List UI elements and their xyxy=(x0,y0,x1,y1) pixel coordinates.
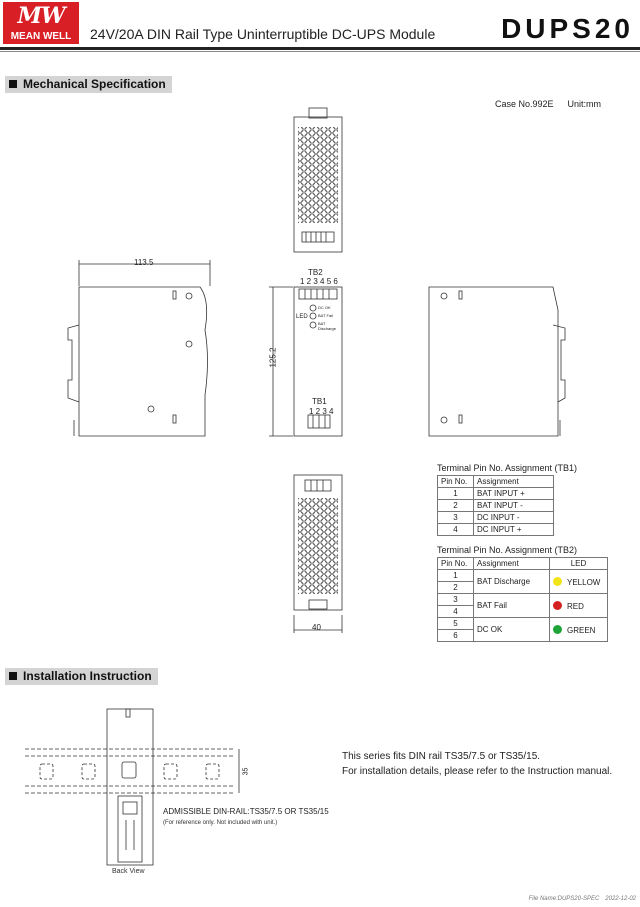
pin-assignment: BAT INPUT + xyxy=(474,488,554,500)
model-number: DUPS20 xyxy=(501,13,634,44)
dimension-width: 113.5 xyxy=(134,258,154,267)
table-header-row xyxy=(438,476,554,488)
column-header-assignment: Assignment xyxy=(474,558,550,570)
led-indicator xyxy=(550,570,608,594)
pin-number: 4 xyxy=(438,524,474,536)
pin-number: 5 xyxy=(438,618,474,630)
left-side-view-drawing xyxy=(68,260,210,436)
table-row xyxy=(438,512,554,524)
bottom-view-drawing xyxy=(294,475,342,633)
yellow-led-icon xyxy=(553,577,562,586)
file-date: 2022-12-02 xyxy=(605,896,636,902)
top-view-drawing xyxy=(294,108,342,252)
pin-number: 2 xyxy=(438,500,474,512)
installation-text xyxy=(342,749,612,779)
din-rail-back-view-drawing xyxy=(25,709,239,865)
pin-number: 3 xyxy=(438,594,474,606)
file-name: File Name:DUPS20-SPEC xyxy=(528,896,600,902)
right-side-view-drawing xyxy=(429,287,565,436)
footer xyxy=(523,896,636,902)
tb1-table-caption: Terminal Pin No. Assignment (TB1) xyxy=(437,463,578,473)
back-view-label: Back View xyxy=(112,868,145,875)
led-bat-discharge-label: BAT Discharge xyxy=(318,321,337,331)
pin-assignment: BAT Fail xyxy=(474,594,550,618)
pin-assignment: DC INPUT - xyxy=(474,512,554,524)
led-indicator xyxy=(550,594,608,618)
document-title: 24V/20A DIN Rail Type Uninterruptible DC-UPS Module xyxy=(90,26,436,42)
installation-line-1: This series fits DIN rail TS35/7.5 or TS35/15. xyxy=(342,751,541,762)
table-header-row xyxy=(438,558,608,570)
led-color-label: GREEN xyxy=(567,625,596,635)
red-led-icon xyxy=(553,601,562,610)
logo-wordmark: MEAN WELL xyxy=(10,31,72,42)
table-row xyxy=(438,594,608,606)
section-title: Mechanical Specification xyxy=(23,77,166,91)
table-row xyxy=(438,570,608,582)
section-bullet-icon xyxy=(9,672,17,680)
section-title: Installation Instruction xyxy=(23,669,152,683)
pin-assignment: BAT INPUT - xyxy=(474,500,554,512)
pin-number: 3 xyxy=(438,512,474,524)
led-color-label: RED xyxy=(567,601,584,611)
column-header-pin: Pin No. xyxy=(438,476,474,488)
tb2-table-caption: Terminal Pin No. Assignment (TB2) xyxy=(437,545,578,555)
led-label: LED xyxy=(296,314,308,320)
rail-dimension: 35 xyxy=(242,767,250,776)
column-header-assignment: Assignment xyxy=(474,476,554,488)
dimension-depth: 40 xyxy=(312,623,321,632)
table-row xyxy=(438,500,554,512)
tb1-pin-table xyxy=(437,475,554,536)
admissible-din-rail: ADMISSIBLE DIN-RAIL:TS35/7.5 OR TS35/15 xyxy=(163,807,329,816)
dimension-height: 125.2 xyxy=(268,347,278,368)
installation-line-2: For installation details, please refer to the Instruction manual. xyxy=(342,766,613,777)
pin-number: 1 xyxy=(438,488,474,500)
reference-note: (For reference only. Not included with unit.) xyxy=(163,820,278,826)
tb2-label: TB2 xyxy=(308,268,323,277)
led-dc-ok-label: DC OK xyxy=(318,305,331,310)
led-color-label: YELLOW xyxy=(567,577,601,587)
unit-label: Unit:mm xyxy=(567,99,602,109)
led-bat-fail-label: BAT Fail xyxy=(318,313,333,318)
table-row xyxy=(438,488,554,500)
pin-assignment: DC OK xyxy=(474,618,550,642)
column-header-pin: Pin No. xyxy=(438,558,474,570)
tb2-pin-table xyxy=(437,557,608,642)
tb2-pin-numbers: 1 2 3 4 5 6 xyxy=(300,277,338,286)
pin-number: 2 xyxy=(438,582,474,594)
case-number: Case No.992E xyxy=(495,99,554,109)
led-indicator xyxy=(550,618,608,642)
pin-assignment: BAT Discharge xyxy=(474,570,550,594)
table-row xyxy=(438,524,554,536)
pin-assignment: DC INPUT + xyxy=(474,524,554,536)
tb1-label: TB1 xyxy=(312,397,327,406)
pin-number: 4 xyxy=(438,606,474,618)
column-header-led: LED xyxy=(550,558,608,570)
pin-number: 1 xyxy=(438,570,474,582)
pin-number: 6 xyxy=(438,630,474,642)
table-row xyxy=(438,618,608,630)
logo-mark: MW xyxy=(17,3,65,29)
green-led-icon xyxy=(553,625,562,634)
tb1-pin-numbers: 1 2 3 4 xyxy=(309,407,334,416)
section-installation-instruction xyxy=(5,668,158,685)
